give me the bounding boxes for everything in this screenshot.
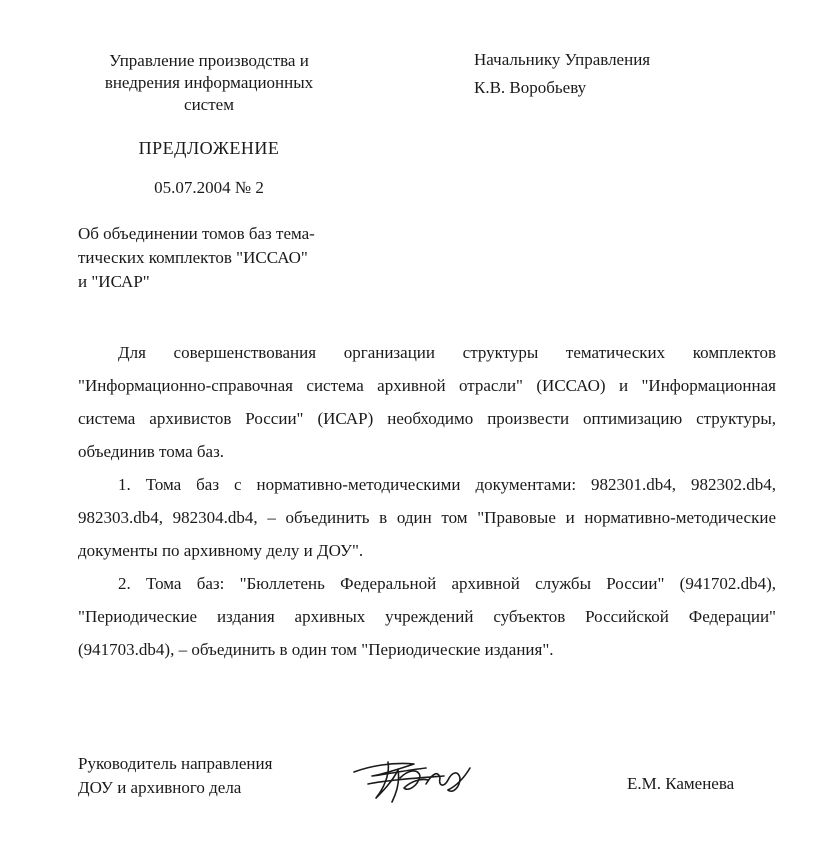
- subject-line: тических комплектов "ИССАО": [78, 248, 308, 267]
- sender-department: [78, 50, 340, 116]
- addressee-name: К.В. Воробьеву: [474, 78, 587, 97]
- signer-name: Е.М. Каменева: [627, 774, 735, 793]
- sender-line: систем: [184, 95, 234, 114]
- signer-position-line: Руководитель направления: [78, 754, 273, 773]
- signer-position-line: ДОУ и архивного дела: [78, 778, 242, 797]
- subject-line: Об объединении томов баз тема-: [78, 224, 315, 243]
- signature-stroke: [368, 776, 444, 784]
- sender-line: внедрения информационных: [104, 73, 314, 92]
- signature-stroke: [354, 763, 426, 776]
- document-type: ПРЕДЛОЖЕНИЕ: [138, 138, 280, 158]
- body-paragraph-item-2: 2. Тома баз: "Бюллетень Федеральной архивной службы России" (941702.db4), "Периодические издания архивных учреждений субъектов Российской Федерации" (941703.db4), – объединить в один том "Периодические издания".: [78, 574, 776, 659]
- signature-stroke: [448, 768, 470, 790]
- sender-line: Управление производства и: [109, 51, 309, 70]
- subject-line: и "ИСАР": [78, 272, 150, 291]
- document-subject: [78, 222, 368, 294]
- document-date-number: 05.07.2004 № 2: [154, 178, 264, 197]
- handwritten-signature: [348, 748, 478, 810]
- document-body: [78, 336, 776, 666]
- body-paragraph-intro: Для совершенствования организации структуры тематических комплектов "Информационно-справочная система архивной отрасли" (ИССАО) и "Информационная система архивистов России" (ИСАР) необходимо произвести оптимизацию структуры, объединив тома баз.: [78, 343, 776, 461]
- signer-position: [78, 752, 338, 800]
- body-paragraph-item-1: 1. Тома баз с нормативно-методическими документами: 982301.db4, 982302.db4, 982303.db4, 982304.db4, – объединить в один том "Правовые и нормативно-методические документы по архивному делу и ДОУ".: [78, 475, 776, 560]
- addressee-block: [474, 46, 754, 102]
- addressee-title: Начальнику Управления: [474, 50, 651, 69]
